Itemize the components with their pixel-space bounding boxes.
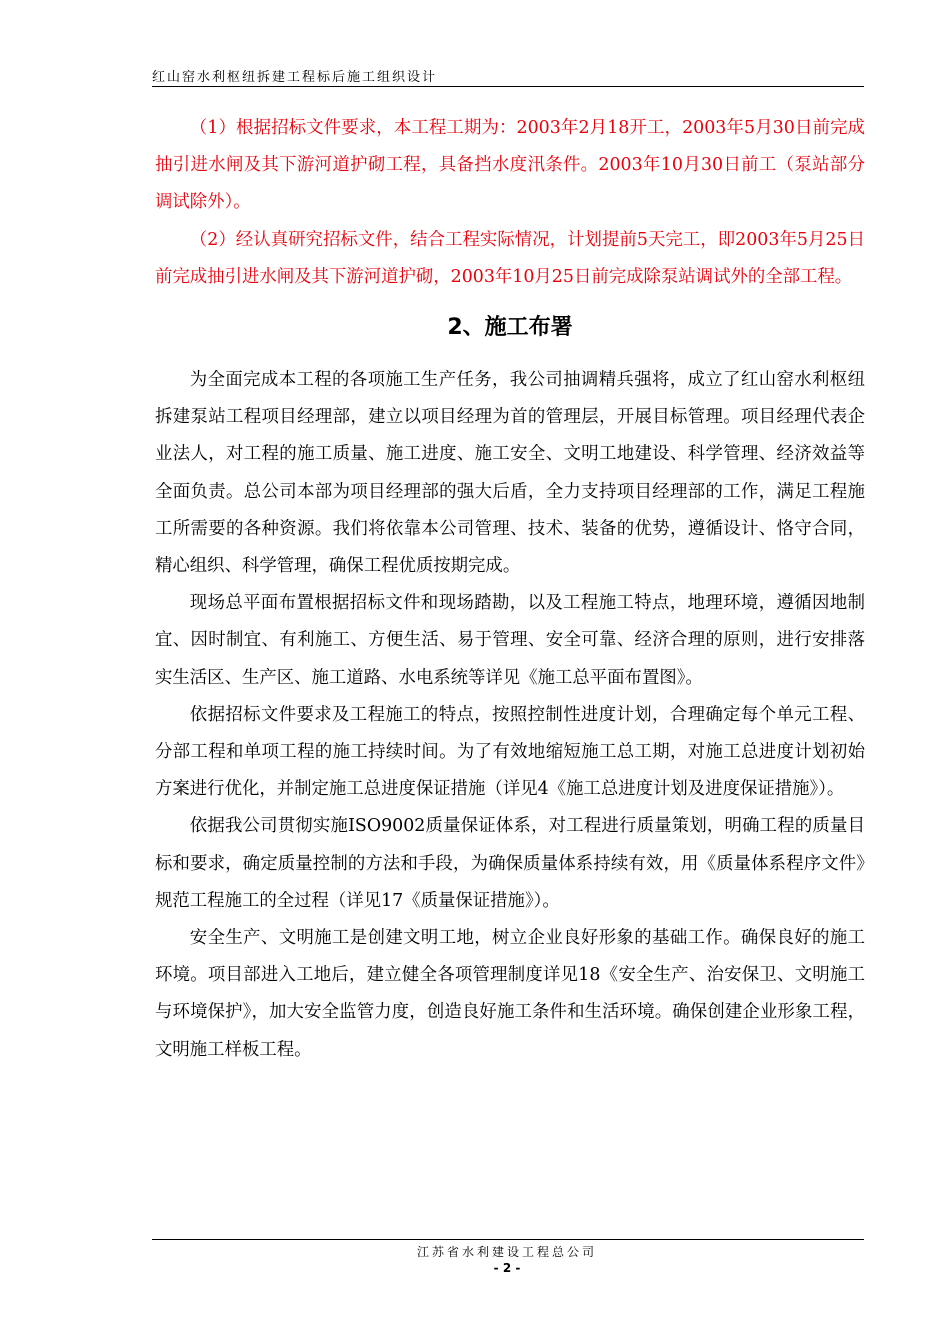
schedule-paragraph-2: （2）经认真研究招标文件，结合工程实际情况，计划提前5天完工，即2003年5月25日前完成抽引进水闸及其下游河道护砌，2003年10月25日前完成除泵站调试外的全部工程。: [155, 229, 865, 287]
body-paragraph: 安全生产、文明施工是创建文明工地，树立企业良好形象的基础工作。确保良好的施工环境。项目部进入工地后，建立健全各项管理制度详见18《安全生产、治安保卫、文明施工与环境保护》，加大安全监管力度，创造良好施工条件和生活环境。确保创建企业形象工程，文明施工样板工程。: [155, 928, 865, 1060]
section-heading: 2、施工布署: [447, 315, 573, 341]
footer-company-name: 江苏省水利建设工程总公司: [416, 1245, 597, 1259]
body-paragraph: 为全面完成本工程的各项施工生产任务，我公司抽调精兵强将，成立了红山窑水利枢纽拆建泵站工程项目经理部，建立以项目经理为首的管理层，开展目标管理。项目经理代表企业法人，对工程的施工质量、施工进度、施工安全、文明工地建设、科学管理、经济效益等全面负责。总公司本部为项目经理部的强大后盾，全力支持项目经理部的工作，满足工程施工所需要的各种资源。我们将依靠本公司管理、技术、装备的优势，遵循设计、恪守合同，精心组织、科学管理，确保工程优质按期完成。: [155, 370, 865, 577]
body-paragraph: 现场总平面布置根据招标文件和现场踏勘，以及工程施工特点，地理环境，遵循因地制宜、因时制宜、有利施工、方便生活、易于管理、安全可靠、经济合理的原则，进行安排落实生活区、生产区、施工道路、水电系统等详见《施工总平面布置图》。: [155, 593, 865, 688]
body-paragraph: 依据招标文件要求及工程施工的特点，按照控制性进度计划，合理确定每个单元工程、分部工程和单项工程的施工持续时间。为了有效地缩短施工总工期，对施工总进度计划初始方案进行优化，并制定施工总进度保证措施（详见4《施工总进度计划及进度保证措施》）。: [155, 704, 865, 800]
body-paragraph: 依据我公司贯彻实施ISO9002质量保证体系，对工程进行质量策划，明确工程的质量目标和要求，确定质量控制的方法和手段，为确保质量体系持续有效，用《质量体系程序文件》规范工程施工的全过程（详见17《质量保证措施》）。: [155, 816, 865, 911]
schedule-paragraph-1: （1）根据招标文件要求，本工程工期为：2003年2月18开工，2003年5月30日前完成抽引进水闸及其下游河道护砌工程，具备挡水度汛条件。2003年10月30日前工（泵站部分调试除外）。: [155, 118, 865, 213]
document-body: [155, 110, 865, 1069]
header-divider: [152, 86, 864, 87]
page-header-title: 红山窑水利枢纽拆建工程标后施工组织设计: [152, 70, 438, 85]
page-number: - 2 -: [493, 1261, 521, 1275]
footer-divider: [152, 1239, 864, 1240]
